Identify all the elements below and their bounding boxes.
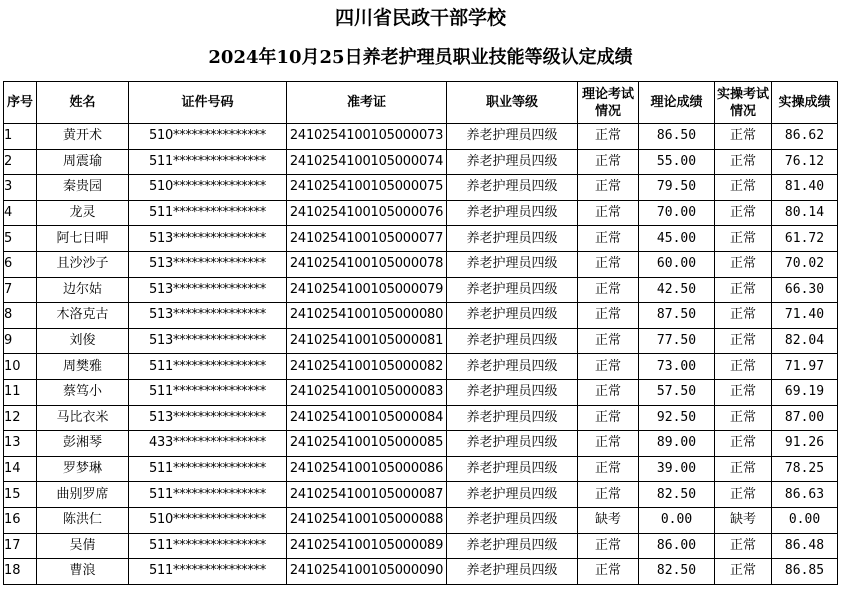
- cell-theory-status: 正常: [578, 175, 639, 201]
- cell-practice-score: 86.63: [772, 482, 838, 508]
- cell-name: 吴倩: [37, 533, 129, 559]
- cell-theory-status: 正常: [578, 405, 639, 431]
- cell-ticket-number: 2410254100105000085: [287, 431, 447, 457]
- cell-ticket-number: 2410254100105000088: [287, 507, 447, 533]
- cell-no: 1: [4, 124, 37, 150]
- cell-practice-score: 82.04: [772, 328, 838, 354]
- table-header-row: [4, 82, 838, 124]
- document-title: 四川省民政干部学校: [334, 7, 506, 29]
- cell-no: 2: [4, 149, 37, 175]
- cell-level: 养老护理员四级: [447, 533, 578, 559]
- cell-practice-score: 69.19: [772, 379, 838, 405]
- cell-ticket-number: 2410254100105000082: [287, 354, 447, 380]
- cell-no: 5: [4, 226, 37, 252]
- cell-theory-status: 正常: [578, 226, 639, 252]
- table-row: [4, 354, 838, 380]
- cell-id-number: 510***************: [129, 507, 287, 533]
- table-row: [4, 328, 838, 354]
- cell-no: 11: [4, 379, 37, 405]
- cell-practice-status: 正常: [715, 200, 772, 226]
- cell-theory-score: 60.00: [639, 251, 715, 277]
- cell-theory-score: 89.00: [639, 431, 715, 457]
- header-practice-status: 实操考试情况: [715, 82, 772, 124]
- cell-no: 4: [4, 200, 37, 226]
- table-row: [4, 226, 838, 252]
- cell-name: 阿七日呷: [37, 226, 129, 252]
- cell-name: 曲别罗席: [37, 482, 129, 508]
- cell-practice-status: 正常: [715, 277, 772, 303]
- cell-practice-status: 缺考: [715, 507, 772, 533]
- cell-theory-status: 正常: [578, 303, 639, 329]
- table-row: [4, 507, 838, 533]
- cell-no: 12: [4, 405, 37, 431]
- cell-theory-status: 正常: [578, 277, 639, 303]
- header-level: 职业等级: [447, 82, 578, 124]
- cell-theory-score: 79.50: [639, 175, 715, 201]
- cell-practice-score: 71.40: [772, 303, 838, 329]
- cell-practice-score: 78.25: [772, 456, 838, 482]
- cell-name: 曹浪: [37, 559, 129, 585]
- cell-practice-score: 80.14: [772, 200, 838, 226]
- cell-id-number: 513***************: [129, 303, 287, 329]
- cell-theory-status: 正常: [578, 379, 639, 405]
- cell-no: 13: [4, 431, 37, 457]
- cell-no: 17: [4, 533, 37, 559]
- cell-theory-status: 正常: [578, 149, 639, 175]
- cell-no: 16: [4, 507, 37, 533]
- cell-ticket-number: 2410254100105000086: [287, 456, 447, 482]
- cell-no: 10: [4, 354, 37, 380]
- cell-practice-score: 91.26: [772, 431, 838, 457]
- cell-practice-status: 正常: [715, 226, 772, 252]
- cell-no: 7: [4, 277, 37, 303]
- cell-practice-score: 87.00: [772, 405, 838, 431]
- cell-name: 且沙沙子: [37, 251, 129, 277]
- cell-theory-status: 正常: [578, 482, 639, 508]
- cell-id-number: 513***************: [129, 328, 287, 354]
- table-row: [4, 124, 838, 150]
- cell-level: 养老护理员四级: [447, 379, 578, 405]
- cell-no: 9: [4, 328, 37, 354]
- cell-name: 刘俊: [37, 328, 129, 354]
- cell-theory-status: 正常: [578, 328, 639, 354]
- cell-name: 周樊雅: [37, 354, 129, 380]
- cell-ticket-number: 2410254100105000089: [287, 533, 447, 559]
- table-row: [4, 559, 838, 585]
- cell-practice-status: 正常: [715, 482, 772, 508]
- cell-no: 3: [4, 175, 37, 201]
- cell-practice-status: 正常: [715, 175, 772, 201]
- table-row: [4, 405, 838, 431]
- cell-name: 彭湘琴: [37, 431, 129, 457]
- cell-id-number: 510***************: [129, 175, 287, 201]
- cell-theory-score: 0.00: [639, 507, 715, 533]
- cell-practice-status: 正常: [715, 251, 772, 277]
- cell-practice-score: 81.40: [772, 175, 838, 201]
- cell-practice-status: 正常: [715, 559, 772, 585]
- cell-level: 养老护理员四级: [447, 175, 578, 201]
- cell-ticket-number: 2410254100105000078: [287, 251, 447, 277]
- table-row: [4, 533, 838, 559]
- cell-id-number: 511***************: [129, 379, 287, 405]
- table-row: [4, 456, 838, 482]
- cell-theory-status: 正常: [578, 124, 639, 150]
- table-row: [4, 303, 838, 329]
- cell-practice-status: 正常: [715, 149, 772, 175]
- cell-theory-status: 正常: [578, 559, 639, 585]
- cell-id-number: 511***************: [129, 559, 287, 585]
- cell-theory-status: 缺考: [578, 507, 639, 533]
- cell-id-number: 511***************: [129, 149, 287, 175]
- cell-level: 养老护理员四级: [447, 124, 578, 150]
- cell-level: 养老护理员四级: [447, 303, 578, 329]
- cell-theory-score: 73.00: [639, 354, 715, 380]
- cell-name: 秦贵园: [37, 175, 129, 201]
- cell-ticket-number: 2410254100105000073: [287, 124, 447, 150]
- cell-theory-score: 77.50: [639, 328, 715, 354]
- cell-theory-score: 86.00: [639, 533, 715, 559]
- cell-ticket-number: 2410254100105000081: [287, 328, 447, 354]
- cell-theory-score: 57.50: [639, 379, 715, 405]
- document-subtitle: 2024年10月25日养老护理员职业技能等级认定成绩: [208, 47, 633, 68]
- cell-practice-score: 76.12: [772, 149, 838, 175]
- cell-name: 龙灵: [37, 200, 129, 226]
- cell-practice-score: 0.00: [772, 507, 838, 533]
- cell-theory-score: 87.50: [639, 303, 715, 329]
- cell-level: 养老护理员四级: [447, 507, 578, 533]
- cell-theory-score: 42.50: [639, 277, 715, 303]
- cell-practice-status: 正常: [715, 328, 772, 354]
- cell-ticket-number: 2410254100105000084: [287, 405, 447, 431]
- cell-no: 8: [4, 303, 37, 329]
- cell-level: 养老护理员四级: [447, 559, 578, 585]
- header-theory-status: 理论考试情况: [578, 82, 639, 124]
- cell-ticket-number: 2410254100105000076: [287, 200, 447, 226]
- cell-theory-status: 正常: [578, 533, 639, 559]
- cell-id-number: 513***************: [129, 226, 287, 252]
- cell-theory-score: 45.00: [639, 226, 715, 252]
- header-theory-score: 理论成绩: [639, 82, 715, 124]
- cell-level: 养老护理员四级: [447, 328, 578, 354]
- table-row: [4, 379, 838, 405]
- cell-ticket-number: 2410254100105000090: [287, 559, 447, 585]
- cell-no: 14: [4, 456, 37, 482]
- cell-id-number: 513***************: [129, 277, 287, 303]
- cell-practice-status: 正常: [715, 303, 772, 329]
- table-row: [4, 482, 838, 508]
- cell-level: 养老护理员四级: [447, 354, 578, 380]
- cell-practice-status: 正常: [715, 354, 772, 380]
- cell-practice-score: 61.72: [772, 226, 838, 252]
- cell-id-number: 513***************: [129, 251, 287, 277]
- cell-theory-score: 86.50: [639, 124, 715, 150]
- results-table: [3, 81, 838, 585]
- cell-practice-status: 正常: [715, 533, 772, 559]
- cell-practice-score: 86.62: [772, 124, 838, 150]
- cell-theory-score: 82.50: [639, 482, 715, 508]
- cell-theory-status: 正常: [578, 251, 639, 277]
- cell-practice-status: 正常: [715, 124, 772, 150]
- header-name: 姓名: [37, 82, 129, 124]
- cell-level: 养老护理员四级: [447, 405, 578, 431]
- cell-practice-status: 正常: [715, 456, 772, 482]
- cell-id-number: 511***************: [129, 200, 287, 226]
- header-id: 证件号码: [129, 82, 287, 124]
- cell-name: 黄开术: [37, 124, 129, 150]
- cell-level: 养老护理员四级: [447, 149, 578, 175]
- cell-theory-score: 70.00: [639, 200, 715, 226]
- cell-level: 养老护理员四级: [447, 431, 578, 457]
- cell-theory-status: 正常: [578, 456, 639, 482]
- cell-theory-status: 正常: [578, 431, 639, 457]
- cell-level: 养老护理员四级: [447, 277, 578, 303]
- cell-no: 6: [4, 251, 37, 277]
- cell-name: 周震瑜: [37, 149, 129, 175]
- cell-theory-status: 正常: [578, 354, 639, 380]
- table-row: [4, 431, 838, 457]
- cell-ticket-number: 2410254100105000079: [287, 277, 447, 303]
- cell-ticket-number: 2410254100105000080: [287, 303, 447, 329]
- table-row: [4, 251, 838, 277]
- cell-name: 蔡笃小: [37, 379, 129, 405]
- cell-level: 养老护理员四级: [447, 200, 578, 226]
- cell-no: 15: [4, 482, 37, 508]
- cell-practice-status: 正常: [715, 405, 772, 431]
- table-body: [4, 124, 838, 585]
- cell-practice-score: 66.30: [772, 277, 838, 303]
- table-row: [4, 149, 838, 175]
- cell-practice-status: 正常: [715, 379, 772, 405]
- cell-id-number: 511***************: [129, 482, 287, 508]
- table-row: [4, 277, 838, 303]
- cell-level: 养老护理员四级: [447, 456, 578, 482]
- cell-practice-score: 70.02: [772, 251, 838, 277]
- cell-name: 罗梦琳: [37, 456, 129, 482]
- cell-theory-score: 92.50: [639, 405, 715, 431]
- cell-practice-score: 86.85: [772, 559, 838, 585]
- cell-name: 木洛克古: [37, 303, 129, 329]
- cell-id-number: 510***************: [129, 124, 287, 150]
- cell-id-number: 511***************: [129, 533, 287, 559]
- cell-no: 18: [4, 559, 37, 585]
- cell-theory-score: 82.50: [639, 559, 715, 585]
- cell-id-number: 511***************: [129, 456, 287, 482]
- table-row: [4, 200, 838, 226]
- cell-ticket-number: 2410254100105000087: [287, 482, 447, 508]
- cell-name: 陈洪仁: [37, 507, 129, 533]
- cell-ticket-number: 2410254100105000075: [287, 175, 447, 201]
- cell-theory-status: 正常: [578, 200, 639, 226]
- header-no: 序号: [4, 82, 37, 124]
- cell-ticket-number: 2410254100105000083: [287, 379, 447, 405]
- cell-theory-score: 55.00: [639, 149, 715, 175]
- cell-ticket-number: 2410254100105000074: [287, 149, 447, 175]
- cell-practice-status: 正常: [715, 431, 772, 457]
- cell-level: 养老护理员四级: [447, 482, 578, 508]
- cell-name: 边尔姑: [37, 277, 129, 303]
- cell-theory-score: 39.00: [639, 456, 715, 482]
- cell-level: 养老护理员四级: [447, 226, 578, 252]
- cell-id-number: 433***************: [129, 431, 287, 457]
- table-row: [4, 175, 838, 201]
- cell-level: 养老护理员四级: [447, 251, 578, 277]
- cell-name: 马比衣米: [37, 405, 129, 431]
- header-ticket: 准考证: [287, 82, 447, 124]
- cell-ticket-number: 2410254100105000077: [287, 226, 447, 252]
- cell-id-number: 513***************: [129, 405, 287, 431]
- cell-practice-score: 71.97: [772, 354, 838, 380]
- cell-practice-score: 86.48: [772, 533, 838, 559]
- header-practice-score: 实操成绩: [772, 82, 838, 124]
- cell-id-number: 511***************: [129, 354, 287, 380]
